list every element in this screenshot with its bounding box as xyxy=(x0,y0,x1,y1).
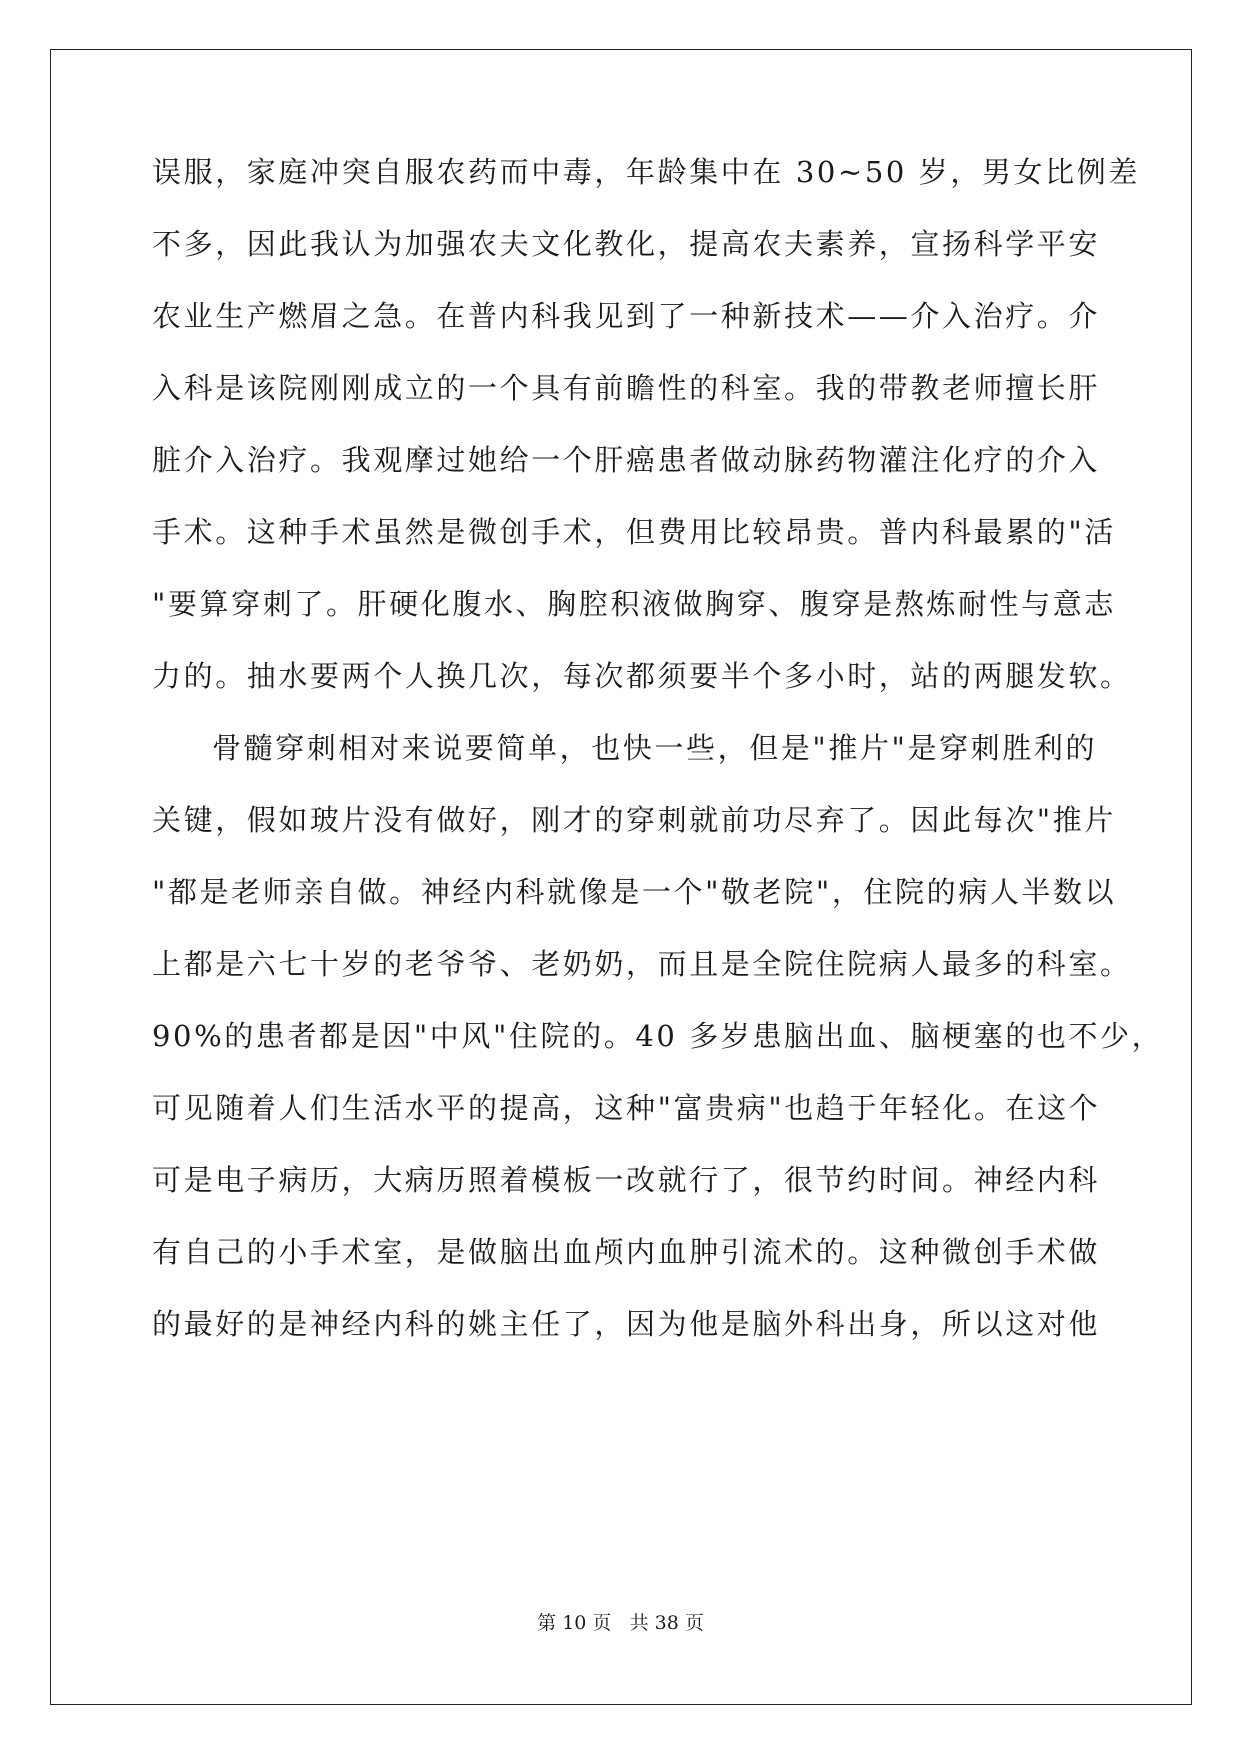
text-line: 关键，假如玻片没有做好，刚才的穿刺就前功尽弃了。因此每次"推片 xyxy=(152,803,1116,837)
text-line: 入科是该院刚刚成立的一个具有前瞻性的科室。我的带教老师擅长肝 xyxy=(152,371,1101,405)
text-line: 不多，因此我认为加强农夫文化教化，提高农夫素养，宣扬科学平安 xyxy=(152,227,1101,261)
text-line: 脏介入治疗。我观摩过她给一个肝癌患者做动脉药物灌注化疗的介入 xyxy=(152,443,1101,477)
text-line: 力的。抽水要两个人换几次，每次都须要半个多小时，站的两腿发软。 xyxy=(152,659,1132,693)
text-line: 上都是六七十岁的老爷爷、老奶奶，而且是全院住院病人最多的科室。 xyxy=(152,947,1132,981)
text-line: 有自己的小手术室，是做脑出血颅内血肿引流术的。这种微创手术做 xyxy=(152,1235,1101,1269)
text-line: 可见随着人们生活水平的提高，这种"富贵病"也趋于年轻化。在这个 xyxy=(152,1091,1101,1125)
text-line: 手术。这种手术虽然是微创手术，但费用比较昂贵。普内科最累的"活 xyxy=(152,515,1116,549)
text-line: "都是老师亲自做。神经内科就像是一个"敬老院"，住院的病人半数以 xyxy=(152,875,1117,909)
page-number: 第 10 页 xyxy=(537,1612,612,1634)
text-line: 90%的患者都是因"中风"住院的。40 多岁患脑出血、脑梗塞的也不少， xyxy=(152,1019,1164,1053)
text-line: 的最好的是神经内科的姚主任了，因为他是脑外科出身，所以这对他 xyxy=(152,1307,1101,1341)
text-line: 误服，家庭冲突自服农药而中毒，年龄集中在 30~50 岁，男女比例差 xyxy=(152,155,1140,189)
text-line: 农业生产燃眉之急。在普内科我见到了一种新技术——介入治疗。介 xyxy=(152,299,1101,333)
text-line: 骨髓穿刺相对来说要简单，也快一些，但是"推片"是穿刺胜利的 xyxy=(212,731,1098,765)
page-footer xyxy=(0,1608,1241,1635)
text-line: "要算穿刺了。肝硬化腹水、胸腔积液做胸穿、腹穿是熬炼耐性与意志 xyxy=(152,587,1116,621)
text-line: 可是电子病历，大病历照着模板一改就行了，很节约时间。神经内科 xyxy=(152,1163,1101,1197)
total-pages: 共 38 页 xyxy=(629,1612,704,1634)
